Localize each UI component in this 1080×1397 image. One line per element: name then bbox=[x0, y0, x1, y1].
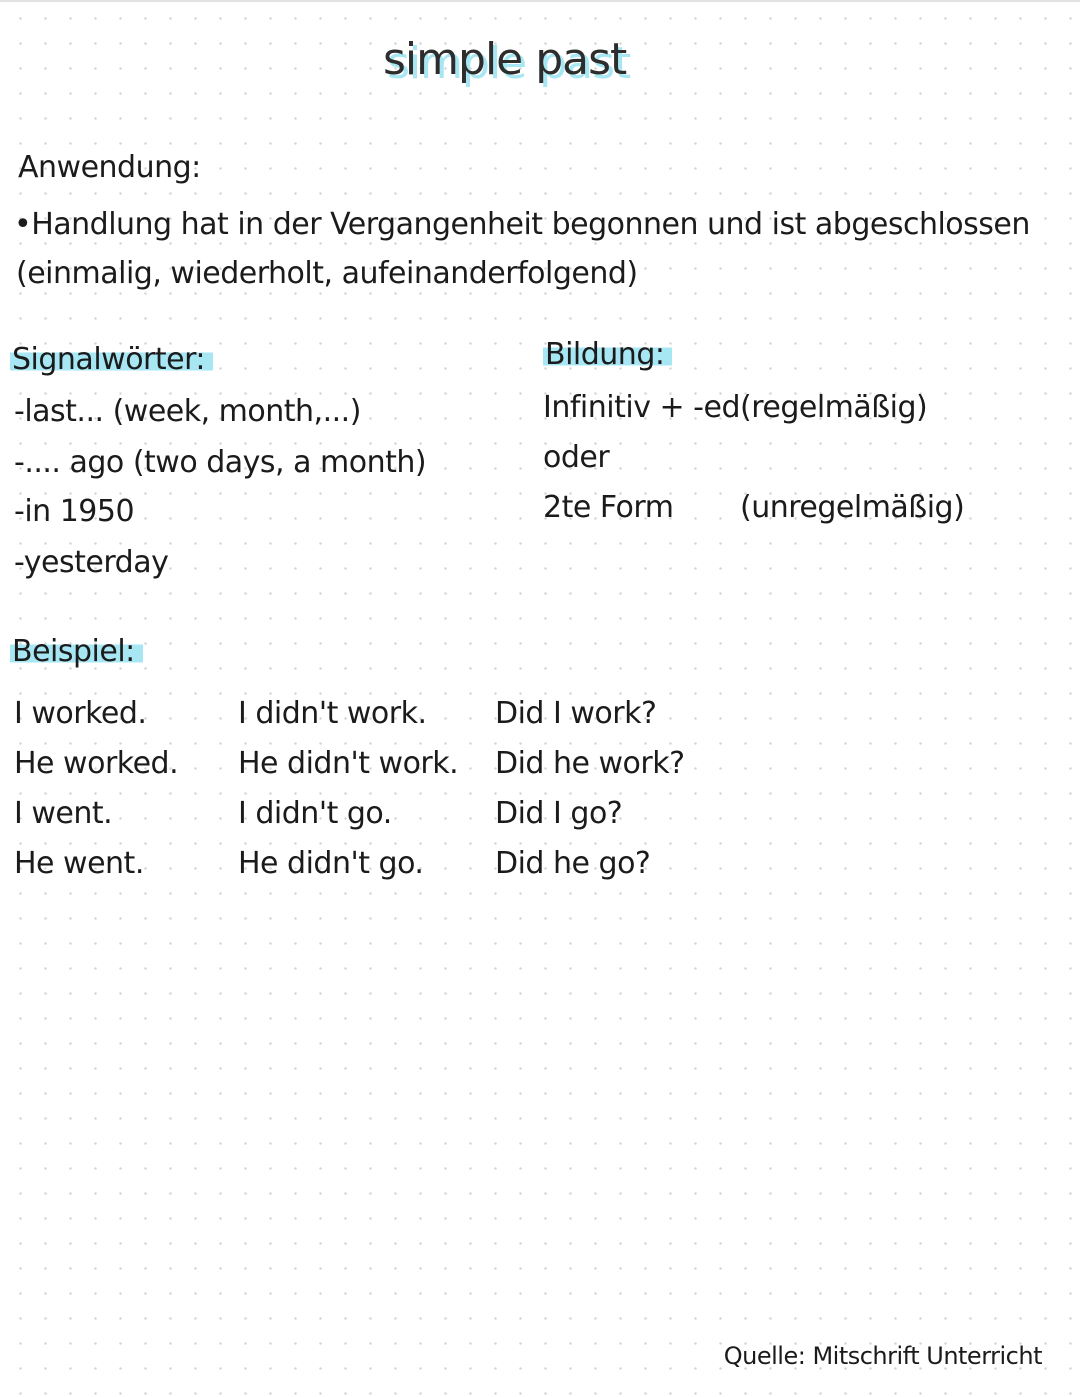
source-note: Quelle: Mitschrift Unterricht bbox=[723, 1342, 1042, 1370]
signal-item-2: -.... ago (two days, a month) bbox=[14, 445, 427, 480]
bildung-rule-regular-note: (regelmäßig) bbox=[740, 390, 928, 425]
signal-item-3: -in 1950 bbox=[14, 494, 135, 529]
example-positive-4: He went. bbox=[14, 846, 144, 881]
bildung-rule-irregular-note: (unregelmäßig) bbox=[740, 490, 965, 525]
example-negative-3: I didn't go. bbox=[238, 796, 392, 831]
anwendung-line-1: •Handlung hat in der Vergangenheit begonnen und ist abgeschlossen bbox=[14, 207, 1030, 242]
example-question-2: Did he work? bbox=[495, 746, 685, 781]
example-question-4: Did he go? bbox=[495, 846, 651, 881]
signal-item-4: -yesterday bbox=[14, 545, 169, 580]
example-positive-3: I went. bbox=[14, 796, 113, 831]
example-positive-1: I worked. bbox=[14, 696, 147, 731]
bildung-rule-irregular: 2te Form bbox=[543, 490, 674, 525]
bildung-heading-text: Bildung: bbox=[543, 337, 672, 372]
example-question-3: Did I go? bbox=[495, 796, 623, 831]
signalwoerter-heading bbox=[10, 340, 213, 380]
bildung-rule-regular: Infinitiv + -ed bbox=[543, 390, 740, 425]
example-negative-2: He didn't work. bbox=[238, 746, 459, 781]
signal-item-1: -last... (week, month,...) bbox=[14, 394, 361, 429]
top-rule bbox=[0, 0, 1080, 2]
bildung-connector: oder bbox=[543, 440, 610, 475]
beispiel-heading-text: Beispiel: bbox=[10, 634, 143, 669]
example-negative-1: I didn't work. bbox=[238, 696, 427, 731]
beispiel-heading bbox=[10, 632, 143, 672]
anwendung-heading: Anwendung: bbox=[18, 150, 201, 185]
example-negative-4: He didn't go. bbox=[238, 846, 424, 881]
anwendung-line-2: (einmalig, wiederholt, aufeinanderfolgend) bbox=[16, 256, 638, 291]
page-title: simple past bbox=[383, 34, 627, 85]
example-positive-2: He worked. bbox=[14, 746, 179, 781]
signalwoerter-heading-text: Signalwörter: bbox=[10, 342, 213, 377]
example-question-1: Did I work? bbox=[495, 696, 657, 731]
bildung-heading bbox=[543, 335, 672, 375]
